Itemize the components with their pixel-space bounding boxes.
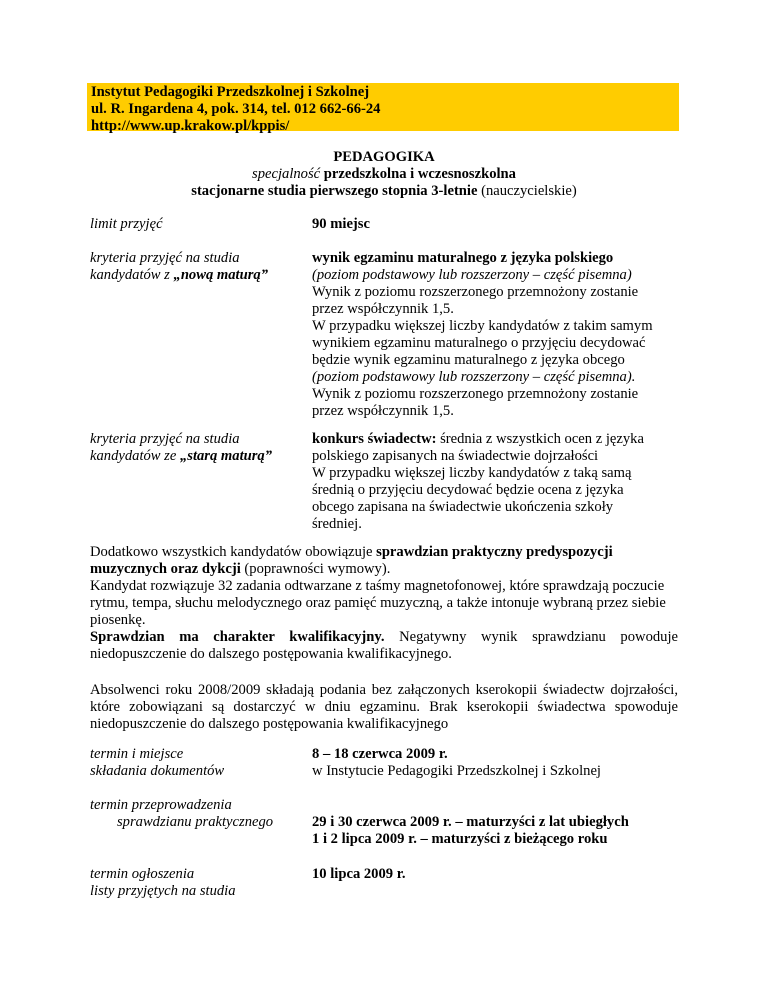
- results-date: 10 lipca 2009 r.: [312, 866, 406, 882]
- limit-value: 90 miejsc: [312, 216, 370, 232]
- documents-place: w Instytucie Pedagogiki Przedszkolnej i Szkolnej: [312, 763, 601, 779]
- limit-label: limit przyjęć: [90, 216, 163, 232]
- graduates-note: Absolwenci roku 2008/2009 składają podania bez załączonych kserokopii świadectw dojrzałości, które zobowiązani są dostarczyć w dniu egzaminu. Brak kserokopii świadectwa spowoduje niedopuszczenie do dalszego postępowania kwalifikacyjnego: [90, 682, 678, 732]
- exam-date-2: 1 i 2 lipca 2009 r. – maturzyści z bieżącego roku: [312, 831, 608, 847]
- additional-intro: Dodatkowo wszystkich kandydatów obowiązuje sprawdzian praktyczny predyspozycji muzycznych oraz dykcji (poprawności wymowy).: [90, 544, 613, 577]
- new-matura-line: Wynik z poziomu rozszerzonego przemnożony zostanie: [312, 386, 639, 402]
- institute-address: ul. R. Ingardena 4, pok. 314, tel. 012 662-66-24: [91, 101, 381, 117]
- new-matura-line: Wynik z poziomu rozszerzonego przemnożony zostanie: [312, 284, 639, 300]
- results-label-1: termin ogłoszenia: [90, 866, 195, 882]
- old-matura-line: średnią o przyjęciu decydować będzie ocena z języka: [312, 482, 624, 498]
- old-matura-line: średniej.: [312, 516, 362, 532]
- old-matura-line: obcego zapisana na świadectwie ukończenia szkoły: [312, 499, 614, 515]
- old-matura-label-2: kandydatów ze „starą maturą”: [90, 448, 273, 464]
- new-matura-line: W przypadku większej liczby kandydatów z takim samym: [312, 318, 653, 334]
- new-matura-line: będzie wynik egzaminu maturalnego z języka obcego: [312, 352, 625, 368]
- old-matura-line-first: konkurs świadectw: średnia z wszystkich ocen z języka: [312, 431, 644, 447]
- documents-label-2: składania dokumentów: [90, 763, 225, 779]
- old-matura-line: W przypadku większej liczby kandydatów z taką samą: [312, 465, 632, 481]
- additional-note: Sprawdzian ma charakter kwalifikacyjny. Negatywny wynik sprawdzianu powoduje niedopuszczenie do dalszego postępowania kwalifikacyjnego.: [90, 629, 678, 662]
- old-matura-line: polskiego zapisanych na świadectwie dojrzałości: [312, 448, 599, 464]
- institute-header: [87, 83, 679, 134]
- new-matura-line: wynikiem egzaminu maturalnego o przyjęciu decydować: [312, 335, 646, 351]
- exam-label-1: termin przeprowadzenia: [90, 797, 232, 813]
- new-matura-label-2: kandydatów z „nową maturą”: [90, 267, 268, 283]
- institute-url: http://www.up.krakow.pl/kppis/: [91, 118, 290, 134]
- exam-label-2: sprawdzianu praktycznego: [117, 814, 274, 830]
- page-title: PEDAGOGIKA: [333, 149, 435, 165]
- old-matura-label-1: kryteria przyjęć na studia: [90, 431, 240, 447]
- new-matura-line: wynik egzaminu maturalnego z języka polskiego: [312, 250, 614, 266]
- specialty-line: specjalność przedszkolna i wczesnoszkolna: [252, 166, 516, 182]
- new-matura-line: (poziom podstawowy lub rozszerzony – część pisemna): [312, 267, 632, 283]
- new-matura-label-1: kryteria przyjęć na studia: [90, 250, 240, 266]
- institute-name: Instytut Pedagogiki Przedszkolnej i Szkolnej: [91, 84, 370, 100]
- new-matura-line: przez współczynnik 1,5.: [312, 301, 454, 317]
- documents-label-1: termin i miejsce: [90, 746, 184, 762]
- new-matura-line: (poziom podstawowy lub rozszerzony – część pisemna).: [312, 369, 636, 385]
- additional-description: Kandydat rozwiązuje 32 zadania odtwarzane z taśmy magnetofonowej, które sprawdzają poczucie rytmu, tempa, słuchu melodycznego oraz pamięć muzyczną, a także intonuje wybraną przez siebie piosenkę.: [90, 578, 666, 628]
- old-matura-criteria: [312, 431, 644, 533]
- documents-date: 8 – 18 czerwca 2009 r.: [312, 746, 448, 762]
- new-matura-line: przez współczynnik 1,5.: [312, 403, 454, 419]
- results-label-2: listy przyjętych na studia: [90, 883, 236, 899]
- new-matura-criteria: [312, 250, 653, 420]
- studies-line: stacjonarne studia pierwszego stopnia 3-letnie (nauczycielskie): [191, 183, 577, 199]
- exam-date-1: 29 i 30 czerwca 2009 r. – maturzyści z lat ubiegłych: [312, 814, 629, 830]
- additional-requirements: [90, 544, 678, 663]
